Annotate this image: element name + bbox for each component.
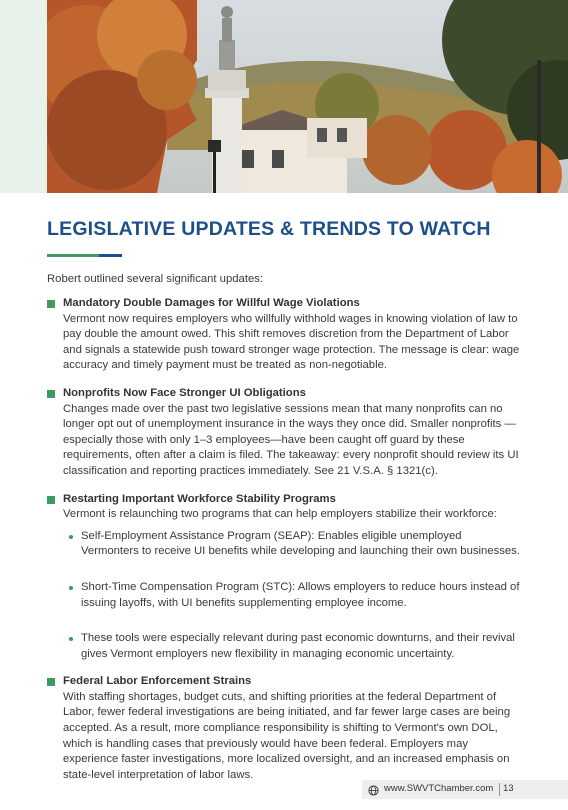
section-heading: Federal Labor Enforcement Strains: [63, 675, 252, 688]
list-item: [63, 529, 522, 560]
intro-text: Robert outlined several significant updates:: [47, 273, 264, 285]
footer-divider: [499, 783, 500, 796]
footer-url-link[interactable]: www.SWVTChamber.com: [384, 783, 494, 794]
dot-bullet-icon: [69, 535, 73, 539]
square-bullet-icon: [47, 678, 55, 686]
square-bullet-icon: [47, 300, 55, 308]
page-number: 13: [503, 783, 514, 794]
left-accent-strip: [0, 0, 47, 193]
dot-bullet-icon: [69, 637, 73, 641]
section-workforce-programs: [47, 492, 522, 663]
list-item-text: Self-Employment Assistance Program (SEAP): Enables eligible unemployed Vermonters to receive UI benefits while developing and launching their own businesses.: [81, 529, 520, 558]
section-heading: Restarting Important Workforce Stability Programs: [63, 492, 336, 505]
footer-bar: [362, 780, 568, 799]
hero-photo: [47, 0, 568, 193]
dot-bullet-icon: [69, 586, 73, 590]
underline-green-segment: [47, 254, 99, 257]
section-body: Changes made over the past two legislative sessions mean that many nonprofits can no longer opt out of unemployment insurance in the ways they once did. Smaller nonprofits —especially those with only 1–3 employees—have been caught off guard by these requirements, often after a claim is filed. The takeaway: every nonprofit should review its UI classification and reporting practices immediately. See 21 V.S.A. § 1321(c).: [63, 402, 519, 477]
square-bullet-icon: [47, 390, 55, 398]
list-item-text: These tools were especially relevant during past economic downturns, and their revival gives Vermont employers new flexibility in managing economic uncertainty.: [81, 632, 515, 660]
section-heading: Mandatory Double Damages for Willful Wage Violations: [63, 297, 360, 309]
underline-blue-segment: [99, 254, 122, 257]
list-item-text: Short-Time Compensation Program (STC): Allows employers to reduce hours instead of issuing layoffs, with UI benefits supplementing employee income.: [81, 580, 520, 609]
section-body: Vermont is relaunching two programs that can help employers stabilize their workforce:: [63, 508, 497, 521]
sections-list: [47, 296, 522, 795]
title-underline: [47, 254, 122, 257]
list-item: [63, 580, 522, 611]
list-item: [63, 631, 522, 662]
square-bullet-icon: [47, 496, 55, 504]
section-double-damages: [47, 296, 522, 374]
section-nonprofits-ui: [47, 386, 522, 480]
page-title: LEGISLATIVE UPDATES & TRENDS TO WATCH: [47, 218, 491, 240]
section-heading: Nonprofits Now Face Stronger UI Obligations: [63, 386, 306, 399]
section-body: With staffing shortages, budget cuts, and shifting priorities at the federal Department of Labor, fewer federal investigations are being initiated, and far fewer large cases are being accepted. As a result, more compliance responsibility is shifting to Vermont's own DOL, which is handling cases that previously would have been federal. Employers may experience faster investigations, more localized oversight, and an increased emphasis on state-level interpretation of labor laws.: [63, 690, 511, 781]
section-federal-enforcement: [47, 674, 522, 783]
globe-icon: [368, 783, 379, 801]
section-body: Vermont now requires employers who willfully withhold wages in knowing violation of law to pay double the amount owed. This shift removes discretion from the Department of Labor and signals a statewide push toward stronger wage protection. The message is clear: wage accuracy and timely payment must be treated as non-negotiable.: [63, 312, 520, 372]
program-list: [63, 529, 522, 663]
